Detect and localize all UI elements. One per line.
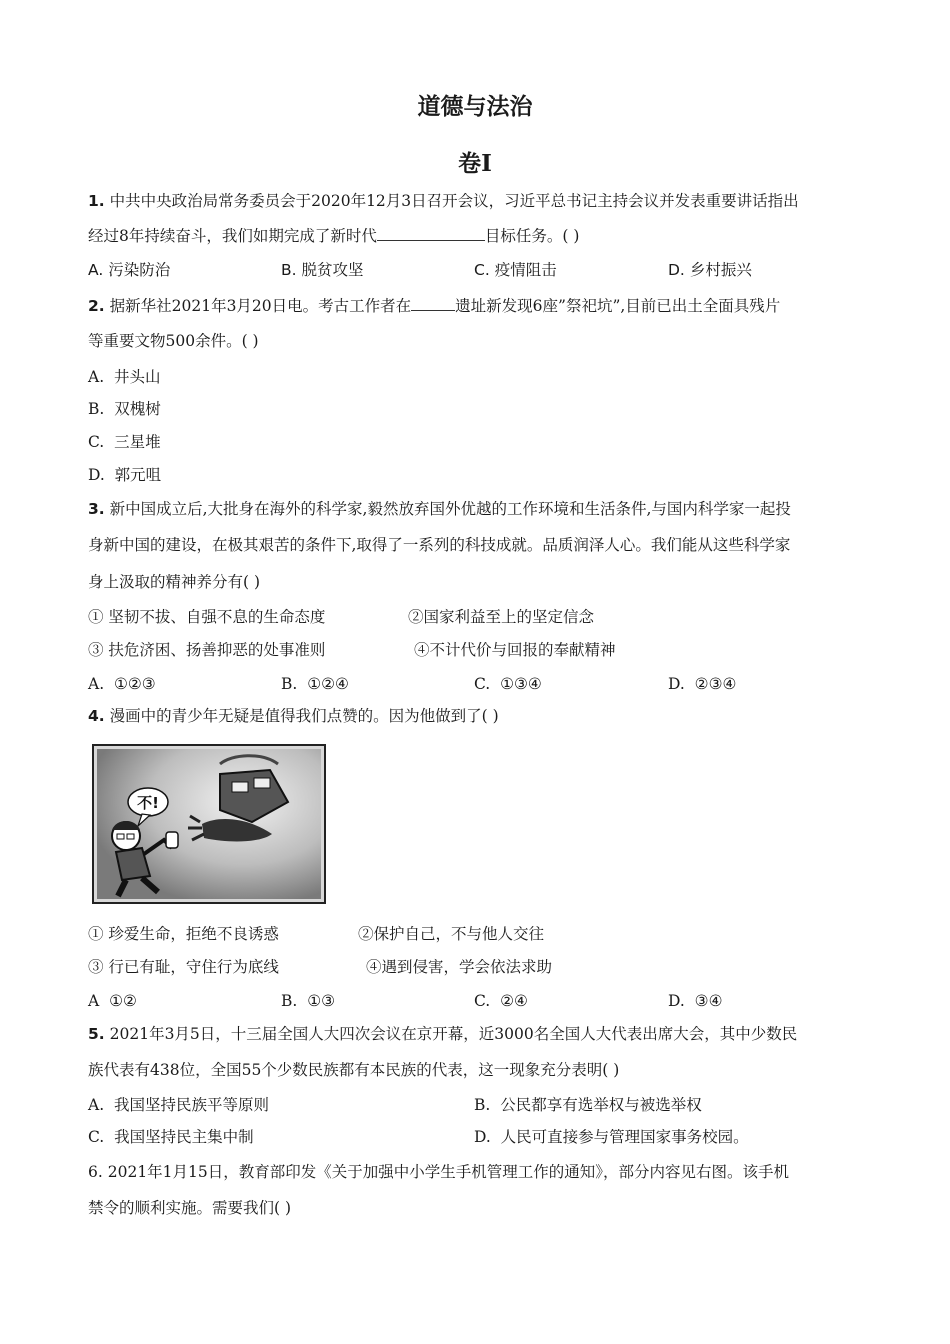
question-number: 5. bbox=[88, 1025, 105, 1043]
statement-3: ③ 扶危济困、扬善抑恶的处事准则 bbox=[88, 641, 326, 659]
answer-blank bbox=[411, 296, 455, 311]
question-text: 新中国成立后,大批身在海外的科学家,毅然放弃国外优越的工作环境和生活条件,与国内科学家一起投 bbox=[109, 500, 791, 518]
question-number: 1. bbox=[88, 192, 105, 210]
option-d: D. 郭元咀 bbox=[88, 466, 162, 484]
option-d: D. ②③④ bbox=[668, 675, 737, 693]
option-b: B. 双槐树 bbox=[88, 400, 161, 418]
speech-bubble-text: 不! bbox=[137, 794, 159, 812]
option-a: A. 我国坚持民族平等原则 bbox=[88, 1096, 269, 1114]
option-b: B. 公民都享有选举权与被选举权 bbox=[474, 1096, 702, 1114]
option-c: C. 三星堆 bbox=[88, 433, 161, 451]
question-1-line-2 bbox=[88, 226, 579, 246]
option-a: A. 井头山 bbox=[88, 368, 161, 386]
question-2-line-2: 等重要文物500余件。( ) bbox=[88, 332, 259, 350]
option-d: D. 乡村振兴 bbox=[668, 261, 752, 279]
question-text: 2021年3月5日，十三届全国人大四次会议在京开幕，近3000名全国人大代表出席大会，其中少数民 bbox=[109, 1025, 798, 1043]
statement-2: ②保护自己，不与他人交往 bbox=[358, 925, 545, 943]
question-6-line-1 bbox=[88, 1162, 789, 1182]
option-b: B. 脱贫攻坚 bbox=[281, 261, 364, 279]
section-title: 卷I bbox=[458, 150, 492, 177]
statement-1: ① 坚韧不拔、自强不息的生命态度 bbox=[88, 608, 326, 626]
question-5-line-1 bbox=[88, 1024, 797, 1044]
question-number: 3. bbox=[88, 500, 105, 518]
question-number: 6. bbox=[88, 1163, 103, 1181]
statement-4: ④不计代价与回报的奉献精神 bbox=[414, 641, 616, 659]
question-text: 中共中央政治局常务委员会于2020年12月3日召开会议，习近平总书记主持会议并发表重要讲话指出 bbox=[109, 192, 799, 210]
question-text: 漫画中的青少年无疑是值得我们点赞的。因为他做到了( ) bbox=[109, 707, 499, 725]
question-number: 4. bbox=[88, 707, 105, 725]
statement-3: ③ 行已有耻，守住行为底线 bbox=[88, 958, 279, 976]
answer-blank bbox=[377, 226, 485, 241]
option-a: A. 污染防治 bbox=[88, 261, 171, 279]
question-3-line-1 bbox=[88, 499, 791, 519]
option-d: D. 人民可直接参与管理国家事务校园。 bbox=[474, 1128, 749, 1146]
question-6-line-2: 禁令的顺利实施。需要我们( ) bbox=[88, 1199, 292, 1217]
cartoon-image bbox=[92, 744, 326, 904]
statement-2: ②国家利益至上的坚定信念 bbox=[408, 608, 595, 626]
question-3-line-2: 身新中国的建设，在极其艰苦的条件下,取得了一系列的科技成就。品质润泽人心。我们能从这些科学家 bbox=[88, 536, 791, 554]
statement-4: ④遇到侵害，学会依法求助 bbox=[366, 958, 553, 976]
page-title: 道德与法治 bbox=[417, 93, 533, 120]
question-4-line-1 bbox=[88, 706, 499, 726]
question-text: 2021年1月15日，教育部印发《关于加强中小学生手机管理工作的通知》，部分内容见右图。该手机 bbox=[107, 1163, 790, 1181]
option-a: A. ①②③ bbox=[88, 675, 156, 693]
question-text: 目标任务。( ) bbox=[484, 227, 580, 245]
question-5-line-2: 族代表有438位，全国55个少数民族都有本民族的代表，这一现象充分表明( ) bbox=[88, 1061, 620, 1079]
question-text: 遗址新发现6座”祭祀坑”,目前已出土全面具残片 bbox=[455, 297, 781, 315]
question-1-line-1 bbox=[88, 191, 799, 211]
question-2-line-1 bbox=[88, 296, 780, 316]
question-number: 2. bbox=[88, 297, 105, 315]
option-d: D. ③④ bbox=[668, 992, 723, 1010]
option-c: C. ②④ bbox=[474, 992, 528, 1010]
question-3-line-3: 身上汲取的精神养分有( ) bbox=[88, 573, 261, 591]
option-b: B. ①②④ bbox=[281, 675, 349, 693]
question-text: 经过8年持续奋斗，我们如期完成了新时代 bbox=[88, 227, 377, 245]
option-c: C. 疫情阻击 bbox=[474, 261, 557, 279]
statement-1: ① 珍爱生命，拒绝不良诱惑 bbox=[88, 925, 279, 943]
option-b: B. ①③ bbox=[281, 992, 335, 1010]
option-c: C. ①③④ bbox=[474, 675, 542, 693]
option-c: C. 我国坚持民主集中制 bbox=[88, 1128, 254, 1146]
question-text: 据新华社2021年3月20日电。考古工作者在 bbox=[109, 297, 412, 315]
option-a: A ①② bbox=[88, 992, 137, 1010]
